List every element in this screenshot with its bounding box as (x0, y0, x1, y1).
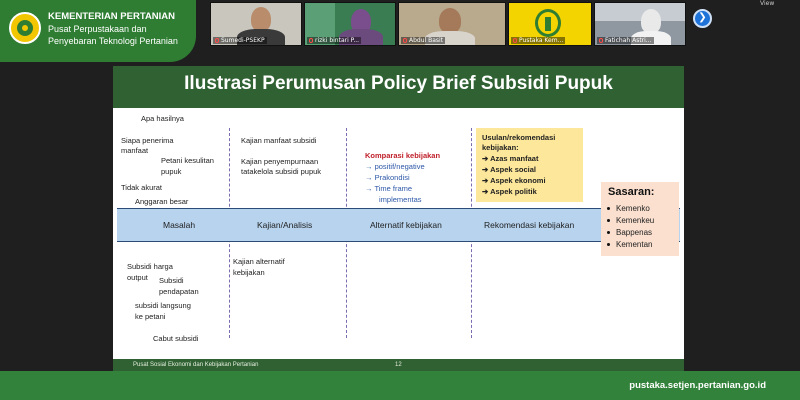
ministry-name: KEMENTERIAN PERTANIAN (48, 11, 176, 22)
mic-muted-icon (599, 38, 603, 43)
recommendation-item: ➔ Azas manfaat (482, 154, 539, 163)
sasaran-item: Kemenko (607, 204, 650, 214)
mic-muted-icon (403, 38, 407, 43)
recommendation-item: ➔ Aspek politik (482, 187, 537, 196)
participant-name: Pustaka Kem... (511, 37, 565, 44)
shared-slide (113, 66, 684, 372)
kajian-note: tatakelola subsidi pupuk (241, 167, 322, 176)
recommendation-item: ➔ Aspek social (482, 165, 536, 174)
stage-label-rekomendasi: Rekomendasi kebijakan (484, 220, 575, 230)
recommendation-box (476, 128, 583, 202)
recommendation-heading: kebijakan: (482, 143, 519, 152)
participant-tile[interactable] (508, 2, 592, 46)
masalah-note: Tidak akurat (121, 183, 162, 192)
footer-url: pustaka.setjen.pertanian.go.id (629, 380, 766, 391)
alternatif-heading: Komparasi kebijakan (365, 151, 441, 160)
participant-tile[interactable] (210, 2, 302, 46)
participant-name: Abdul Basit (401, 37, 445, 44)
sasaran-item: Kemenkeu (607, 216, 654, 226)
slide-page-number: 12 (395, 362, 402, 368)
arrow-right-icon: → (365, 162, 375, 171)
ministry-logo-overlay (0, 0, 196, 62)
participant-name: Fatichah Astri... (597, 37, 654, 44)
arrow-right-icon: → (365, 184, 375, 193)
kajian-option: Kajian alternatif (233, 257, 285, 266)
participant-tile[interactable] (304, 2, 396, 46)
ministry-subtitle-line1: Pusat Perpustakaan dan (48, 24, 147, 34)
slide-footer-org: Pusat Sosial Ekonomi dan Kebijakan Pertanian (133, 362, 259, 368)
masalah-option: ke petani (135, 312, 166, 321)
masalah-note: Anggaran besar (135, 197, 189, 206)
alternatif-item: → positif/negative (365, 162, 425, 171)
masalah-option: Subsidi harga (127, 262, 173, 271)
stage-label-masalah: Masalah (163, 220, 196, 230)
masalah-note: Siapa penerima (121, 136, 174, 145)
arrow-right-icon: ➔ (482, 176, 491, 185)
participant-tile[interactable] (594, 2, 686, 46)
kajian-option: kebijakan (233, 268, 265, 277)
alternatif-item: → Time frame (365, 184, 413, 193)
kajian-note: Kajian penyempurnaan (241, 157, 319, 166)
slide-title: Ilustrasi Perumusan Policy Brief Subsidi Pupuk (184, 73, 613, 94)
stage-label-alternatif: Alternatif kebijakan (370, 220, 442, 230)
ministry-emblem-icon (9, 12, 41, 44)
mic-muted-icon (513, 38, 517, 43)
masalah-note: manfaat (121, 146, 149, 155)
kajian-note: Kajian manfaat subsidi (241, 136, 317, 145)
masalah-option: output (127, 273, 148, 282)
mic-muted-icon (309, 38, 313, 43)
sasaran-box (601, 182, 679, 256)
masalah-note: Petani kesulitan (161, 156, 214, 165)
masalah-option: pendapatan (159, 287, 199, 296)
sasaran-title: Sasaran: (608, 186, 655, 198)
masalah-note: Apa hasilnya (141, 114, 184, 123)
next-participants-button[interactable] (693, 9, 712, 28)
alternatif-item: → Prakondisi (365, 173, 410, 182)
arrow-right-icon: ➔ (482, 154, 491, 163)
alternatif-item: implementas (379, 195, 422, 204)
participant-tile[interactable] (398, 2, 506, 46)
recommendation-item: ➔ Aspek ekonomi (482, 176, 546, 185)
arrow-right-icon: ➔ (482, 187, 491, 196)
footer-banner (0, 371, 800, 400)
arrow-right-icon: ➔ (482, 165, 491, 174)
chevron-right-icon: ❯ (698, 12, 707, 23)
mic-muted-icon (215, 38, 219, 43)
recommendation-heading: Usulan/rekomendasi (482, 133, 556, 142)
view-button[interactable]: View (760, 0, 775, 7)
participant-name: Sumedi-PSEKP (213, 37, 267, 44)
masalah-option: subsidi langsung (135, 301, 191, 310)
ministry-subtitle-line2: Penyebaran Teknologi Pertanian (48, 36, 178, 46)
masalah-option: Subsidi (159, 276, 184, 285)
masalah-option: Cabut subsidi (153, 334, 199, 343)
masalah-note: pupuk (161, 167, 182, 176)
participant-name: rizki bintari P... (307, 37, 361, 44)
sasaran-item: Kementan (607, 240, 652, 250)
sasaran-item: Bappenas (607, 228, 652, 238)
arrow-right-icon: → (365, 173, 375, 182)
stage-label-kajian: Kajian/Analisis (257, 220, 313, 230)
